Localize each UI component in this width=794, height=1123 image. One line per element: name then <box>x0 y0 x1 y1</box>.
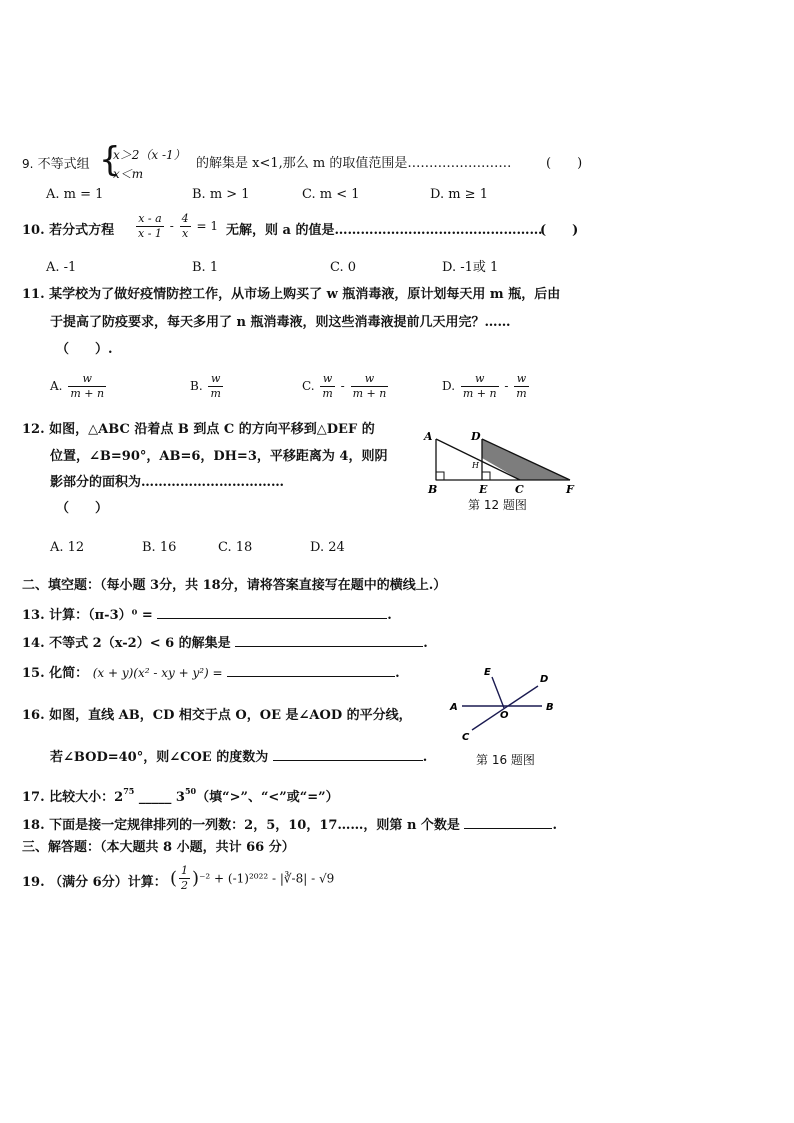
q9-text1: 不等式组 <box>37 157 90 172</box>
q11-option-c <box>302 372 390 401</box>
q12-label-e: E <box>479 483 488 496</box>
q17-exponent-1: 75 <box>123 786 135 796</box>
q12-option-d: D. 24 <box>310 540 345 555</box>
q16-period: . <box>422 750 428 765</box>
q9-system <box>99 140 194 183</box>
q16-label-o: O <box>500 710 509 721</box>
q17-number: 17. <box>22 790 45 805</box>
q17-answer-blank[interactable]: _____ <box>138 790 172 805</box>
q10-equation <box>134 212 218 241</box>
q14-line <box>22 632 428 653</box>
q11-line-2: 于提高了防疫要求，每天多用了 n 瓶消毒液，则这些消毒液提前几天用完？…… <box>50 315 511 330</box>
q10-paren: ( ) <box>540 223 579 238</box>
q13-line <box>22 604 392 625</box>
q18-line <box>22 814 557 835</box>
q11-option-c-fraction-2: $\frac{w}{m + n}$ <box>352 372 387 400</box>
q10-text2: 无解，则 a 的值是………………………………………… <box>226 223 543 238</box>
q10-line <box>22 222 114 240</box>
q16-label-a: A <box>450 702 458 713</box>
q12-label-h: H <box>472 461 479 470</box>
q17-text2: 3 <box>175 790 185 805</box>
q9-text2: 的解集是 x<1,那么 m 的取值范围是…………………… <box>196 156 512 171</box>
q9-option-a: A. m = 1 <box>46 187 104 202</box>
q12-option-b: B. 16 <box>142 540 177 555</box>
q10-fraction-1: $\frac{x - a}{x - 1}$ <box>138 212 162 240</box>
q19-fraction: $\frac{1}{2}$ <box>181 864 189 892</box>
q12-line-1 <box>22 421 375 439</box>
q9-paren: ( ) <box>546 156 583 171</box>
q9-system-bottom: x＜m <box>113 167 144 181</box>
q11-line-1 <box>22 286 560 304</box>
q9-line-2 <box>196 155 511 173</box>
q11-option-d-fraction-2: $\frac{w}{m}$ <box>516 372 527 400</box>
q11-option-b-label: B. <box>190 379 203 393</box>
q16-ray-oe <box>492 677 504 708</box>
q15-line <box>22 662 400 683</box>
q10-fraction-2: $\frac{4}{x}$ <box>181 212 189 240</box>
q11-number: 11. <box>22 287 45 302</box>
q16-number: 16. <box>22 708 45 723</box>
q9-option-c: C. m < 1 <box>302 187 360 202</box>
q14-number: 14. <box>22 636 45 651</box>
q10-option-c: C. 0 <box>330 260 357 275</box>
q11-option-a-fraction: $\frac{w}{m + n}$ <box>70 372 105 400</box>
q9-line <box>22 155 90 174</box>
q16-figure <box>446 664 566 744</box>
q19-expression-rest: ⁻² + (-1)²⁰²² - |∛-8| - √9 <box>199 871 335 886</box>
q19-number: 19. <box>22 875 45 890</box>
q16-text1: 如图，直线 AB，CD 相交于点 O，OE 是∠AOD 的平分线， <box>49 708 412 723</box>
q9-brace: { <box>99 140 121 180</box>
q18-text: 下面是接一定规律排列的一列数：2，5，10，17……，则第 n 个数是 <box>49 818 460 833</box>
q16-figure-caption: 第 16 题图 <box>476 753 535 767</box>
q9-option-d: D. m ≥ 1 <box>430 187 488 202</box>
section-3-heading: 三、解答题：（本大题共 8 小题，共计 66 分） <box>22 840 295 855</box>
q16-text2: 若∠BOD=40°，则∠COE 的度数为 <box>50 750 269 765</box>
q12-right-angle-b <box>436 472 444 480</box>
q9-system-top: x＞2（x -1） <box>113 148 186 162</box>
q15-answer-blank[interactable] <box>227 662 395 677</box>
q13-period: . <box>387 608 392 623</box>
q15-number: 15. <box>22 666 45 681</box>
q12-number: 12. <box>22 422 45 437</box>
q17-text3: （填“>”、“<”或“=”） <box>196 790 339 805</box>
q11-option-d <box>442 372 531 401</box>
q10-option-a: A. -1 <box>46 260 77 275</box>
q16-label-d: D <box>540 674 549 685</box>
q12-text1: 如图，△ABC 沿着点 B 到点 C 的方向平移到△DEF 的 <box>49 422 375 437</box>
q11-line-3: （ ）. <box>56 342 113 357</box>
q11-option-d-fraction-1: $\frac{w}{m + n}$ <box>462 372 497 400</box>
q18-number: 18. <box>22 818 45 833</box>
q17-exponent-2: 50 <box>184 786 197 796</box>
q16-line-2 <box>50 746 427 767</box>
q12-option-a: A. 12 <box>50 540 85 555</box>
q12-line-2: 位置，∠B=90°，AB=6，DH=3，平移距离为 4，则阴 <box>50 449 388 464</box>
q12-figure <box>420 428 590 498</box>
section-2-heading: 二、填空题：（每小题 3分，共 18分，请将答案直接写在题中的横线上.） <box>22 578 447 593</box>
q14-answer-blank[interactable] <box>235 632 423 647</box>
q12-option-c: C. 18 <box>218 540 253 555</box>
q10-minus: - <box>169 219 174 233</box>
q16-label-e: E <box>484 667 491 678</box>
q10-number: 10. <box>22 223 45 238</box>
q19-expression: ( $\frac{1}{2}$ )⁻² + (-1)²⁰²² - |∛-8| - √9 <box>170 864 335 892</box>
q11-option-c-minus: - <box>340 379 345 393</box>
q9-option-b: B. m > 1 <box>192 187 250 202</box>
q12-paren: （ ） <box>56 501 109 516</box>
q12-right-angle-e <box>482 472 490 480</box>
q16-label-c: C <box>462 732 470 743</box>
q12-label-b: B <box>428 483 438 496</box>
q16-line-1 <box>22 707 412 725</box>
q10-option-d: D. -1或 1 <box>442 260 499 275</box>
q11-text1: 某学校为了做好疫情防控工作，从市场上购买了 w 瓶消毒液，原计划每天用 m 瓶，后由 <box>49 287 561 302</box>
q19-text: （满分 6分）计算： <box>49 875 167 890</box>
q13-answer-blank[interactable] <box>157 604 387 619</box>
q16-answer-blank[interactable] <box>273 746 423 761</box>
q17-text1: 比较大小：2 <box>49 790 124 805</box>
q11-option-c-fraction-1: $\frac{w}{m}$ <box>322 372 333 400</box>
q18-period: . <box>552 818 557 833</box>
q12-label-d: D <box>471 430 481 443</box>
q12-label-c: C <box>515 483 524 496</box>
q12-line-3: 影部分的面积为…………………………… <box>50 475 285 490</box>
q11-option-a <box>50 372 108 401</box>
q10-equals: = 1 <box>196 219 218 233</box>
q14-period: . <box>423 636 428 651</box>
q16-line-cd <box>472 686 538 730</box>
q11-option-d-label: D. <box>442 379 456 393</box>
q15-period: . <box>395 666 400 681</box>
q11-option-c-label: C. <box>302 379 315 393</box>
q11-option-b-fraction: $\frac{w}{m}$ <box>210 372 221 400</box>
q18-answer-blank[interactable] <box>464 814 552 829</box>
q10-option-b: B. 1 <box>192 260 219 275</box>
q15-expression: (x + y)(x² - xy + y²) = <box>92 666 223 680</box>
q11-option-b <box>190 372 225 401</box>
q14-text: 不等式 2（x-2）< 6 的解集是 <box>49 636 231 651</box>
q13-text: 计算：（π-3）⁰ = <box>49 608 158 623</box>
q19-line <box>22 874 167 892</box>
q12-label-a: A <box>424 430 433 443</box>
q9-number: 9. <box>22 157 34 171</box>
q12-figure-caption: 第 12 题图 <box>468 498 527 512</box>
q17-line <box>22 782 339 807</box>
q15-text: 化简： <box>49 666 89 681</box>
q12-label-f: F <box>566 483 574 496</box>
q16-label-b: B <box>546 702 554 713</box>
q13-number: 13. <box>22 608 45 623</box>
q11-option-d-minus: - <box>504 379 509 393</box>
q10-text1: 若分式方程 <box>49 223 115 238</box>
q11-option-a-label: A. <box>50 379 63 393</box>
